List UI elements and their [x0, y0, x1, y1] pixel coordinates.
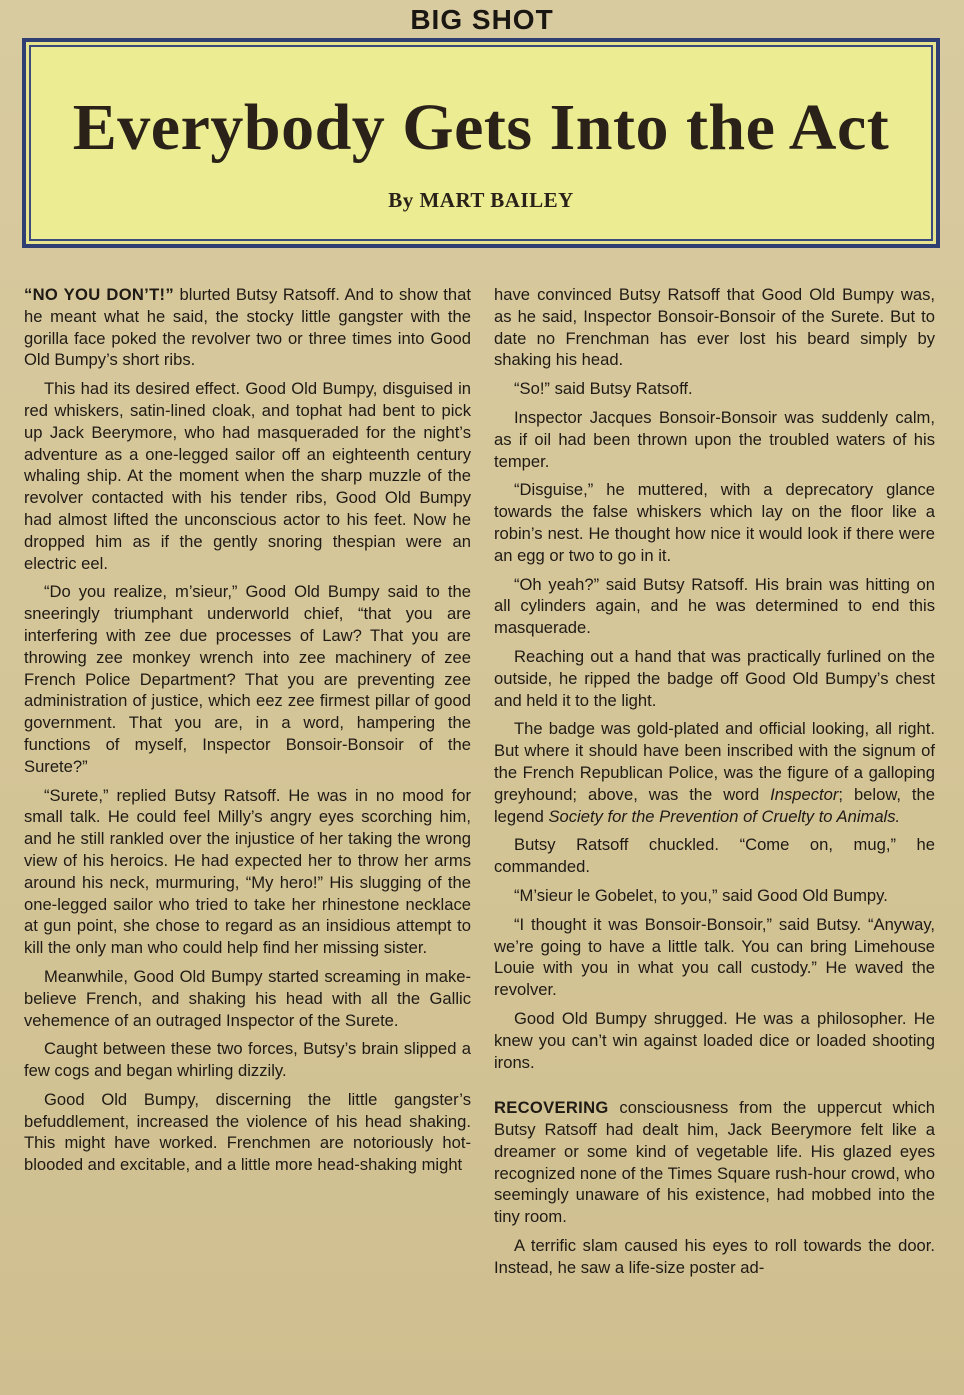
paragraph: A terrific slam caused his eyes to roll towards the door. Instead, he saw a life-size poster ad-	[494, 1236, 935, 1277]
paragraph: “I thought it was Bonsoir-Bonsoir,” said Butsy. “Anyway, we’re going to have a little talk. You can bring Limehouse Louie with you in what you call custody.” He waved the revolver.	[494, 914, 935, 1000]
story-title: Everybody Gets Into the Act	[72, 91, 890, 164]
paragraph: “Oh yeah?” said Butsy Ratsoff. His brain was hitting on all cylinders again, and he was determined to end this masquerade.	[494, 574, 935, 638]
opening-quote: “NO YOU DON’T!”	[24, 285, 174, 304]
paragraph	[494, 718, 935, 827]
paragraph-text: The badge was gold-plated and official looking, all right. But where it should have been inscribed with the signum of the French Republican Police, was the figure of a galloping greyhound; above, was the word	[494, 719, 935, 804]
italic-text: Inspector	[770, 784, 839, 804]
paragraph: Caught between these two forces, Butsy’s brain slipped a few cogs and began whirling dizzily.	[24, 1039, 471, 1081]
paragraph: have convinced Butsy Ratsoff that Good Old Bumpy was, as he said, Inspector Bonsoir-Bonsoir of the Surete. But to date no Frenchman has ever lost his beard simply by shaking his head.	[494, 285, 935, 370]
paragraph: Inspector Jacques Bonsoir-Bonsoir was suddenly calm, as if oil had been thrown upon the troubled waters of his temper.	[494, 407, 935, 471]
left-column	[24, 284, 471, 1183]
paragraph: Good Old Bumpy shrugged. He was a philosopher. He knew you can’t win against loaded dice or loaded shooting irons.	[494, 1008, 935, 1072]
paragraph: This had its desired effect. Good Old Bumpy, disguised in red whiskers, satin-lined cloak, and tophat had bent to pick up Jack Beerymore, who had masqueraded for the night’s adventure as a one-legged sailor off an eighteenth century whaling ship. At the moment when the sharp muzzle of the revolver contacted with his tender ribs, Good Old Bumpy had almost lifted the unconscious actor to his feet. Now he dropped him as if the gently snoring thespian were an electric eel.	[24, 379, 471, 573]
right-column	[494, 284, 935, 1286]
paragraph-text: blurted Butsy Ratsoff. And to show that he meant what he said, the stocky little gangster with the gorilla face poked the revolver two or three times into Good Old Bumpy’s short ribs.	[24, 285, 471, 370]
section-lead: RECOVERING	[494, 1098, 609, 1118]
title-panel	[22, 38, 940, 248]
byline: By MART BAILEY	[388, 188, 574, 212]
paragraph-text: consciousness from the uppercut which Butsy Ratsoff had dealt him, Jack Beerymore felt like a dreamer or some kind of vegetable life. His glazed eyes recognized none of the Times Square rush-hour crowd, who seemingly unaware of his existence, had mobbed into the tiny room.	[494, 1098, 935, 1227]
paragraph: Good Old Bumpy, discerning the little gangster’s befuddlement, increased the violence of his head shaking. This might have worked. Frenchmen are notoriously hot-blooded and excitable, and a little more head-shaking might	[24, 1089, 471, 1175]
paragraph: Butsy Ratsoff chuckled. “Come on, mug,” he commanded.	[494, 835, 935, 877]
paragraph	[494, 1097, 935, 1228]
paragraph-text: ; below, the legend	[494, 784, 936, 826]
paragraph: “M’sieur le Gobelet, to you,” said Good Old Bumpy.	[514, 885, 888, 905]
paragraph: “So!” said Butsy Ratsoff.	[514, 379, 693, 399]
paragraph: “Surete,” replied Butsy Ratsoff. He was in no mood for small talk. He could feel Milly’s angry eyes scorching him, and he still rankled over the injustice of her taking the wrong view of his heroics. He had expected her to throw her arms around his neck, murmuring, “My hero!” His slugging of the one-legged sailor who tried to take her rhinestone necklace at gun point, she chose to regard as an insidious attempt to kill the only man who could help find her missing sister.	[24, 785, 471, 958]
paragraph: “Disguise,” he muttered, with a deprecatory glance towards the false whiskers which lay on the floor like a robin’s nest. He thought how nice it would look if there were an egg or two to go in it.	[494, 480, 935, 565]
italic-text: Society for the Prevention of Cruelty to Animals.	[548, 806, 901, 826]
paragraph: Reaching out a hand that was practically furlined on the outside, he ripped the badge off Good Old Bumpy’s chest and held it to the light.	[494, 646, 935, 710]
paragraph: Meanwhile, Good Old Bumpy started screaming in make-believe French, and shaking his head with all the Gallic vehemence of an outraged Inspector of the Surete.	[24, 966, 471, 1030]
magazine-header: BIG SHOT	[410, 4, 554, 35]
paragraph: “Do you realize, m’sieur,” Good Old Bumpy said to the sneeringly triumphant underworld chief, “that you are interfering with zee due processes of Law? That you are throwing zee monkey wrench into zee machinery of zee French Police Department? That you are preventing zee administration of justice, which eez zee firmest pillar of good government. That you are, in a word, hampering the functions of myself, Inspector Bonsoir-Bonsoir of the Surete?”	[24, 582, 471, 776]
paragraph	[24, 284, 471, 371]
